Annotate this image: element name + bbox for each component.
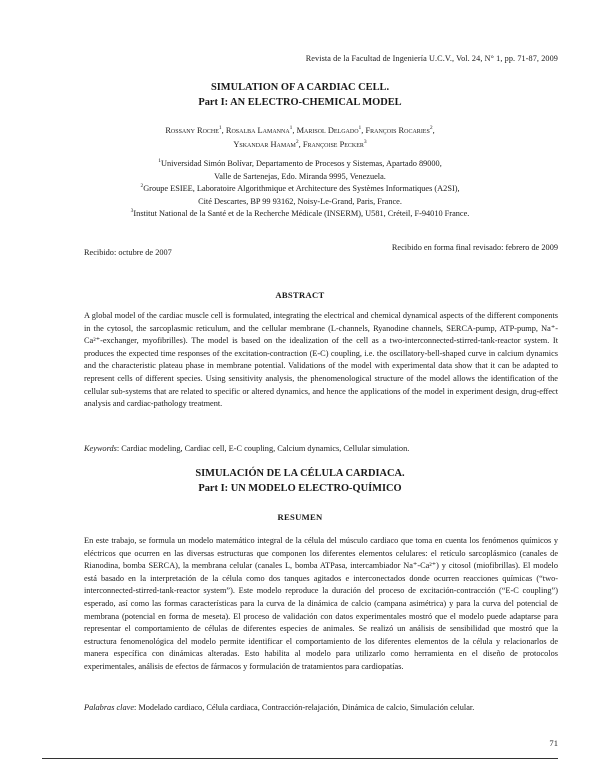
author-affiliation-mark: 1 bbox=[218, 125, 222, 132]
footer-rule bbox=[42, 758, 558, 759]
affiliation-1-cont: Valle de Sartenejas, Edo. Miranda 9995, Venezuela. bbox=[214, 171, 386, 181]
palabras-clave-text: : Modelado cardiaco, Célula cardiaca, Contracción-relajación, Dinámica de calcio, Simulación celular. bbox=[134, 703, 475, 712]
affiliation-2-cont: Cité Descartes, BP 99 93162, Noisy-Le-Grand, Paris, France. bbox=[198, 196, 402, 206]
spanish-title bbox=[0, 466, 600, 496]
affiliation-3 bbox=[0, 208, 600, 221]
affiliation-text: Universidad Simón Bolívar, Departamento de Procesos y Sistemas, Apartado 89000, bbox=[160, 159, 442, 168]
affiliation-mark: 2 bbox=[140, 183, 144, 190]
author-affiliation-mark: 2 bbox=[429, 125, 433, 132]
keywords bbox=[84, 443, 558, 455]
running-head: Revista de la Facultad de Ingeniería U.C.V., Vol. 24, N° 1, pp. 71-87, 2009 bbox=[305, 54, 558, 63]
author-affiliation-mark: 1 bbox=[358, 125, 362, 132]
author-name: Rossany Roche bbox=[165, 126, 219, 135]
keywords-text: : Cardiac modeling, Cardiac cell, E-C coupling, Calcium dynamics, Cellular simulation. bbox=[116, 444, 410, 453]
affiliation-2 bbox=[0, 183, 600, 196]
resumen-text: En este trabajo, se formula un modelo matemático integral de la célula del músculo cardiaco que toma en cuenta los fenómenos químicos y eléctricos que ocurren en las diversas estructuras que componen los diferentes elementos celulares: el retículo sarcoplásmico (canales de Rianodina, bomba SERCA), la membrana celular (canales L, bomba ATPasa, intercambiador Na⁺-Ca²⁺) y citosol (miofibrillas). El modelo está basado en la interpretación de la célula como dos tanques agitados e interconectados donde ocurren reacciones químicas (“two-interconnected-stirred-tank-reactor system”). Este modelo reproduce la duración del proceso de excitación-contracción (“E-C coupling”) esperado, así como las formas características para la curva de la dinámica de calcio (campana asimétrica) y para la curva del potencial de membrana (potencial en forma de meseta). El proceso de validación con datos experimentales mostró que el modelo puede adaptarse para representar el comportamiento de células de diferentes especies de animales. Se realizó un análisis de sensibilidad que mostró que la estructura fenomenológica del modelo permite identificar el comportamiento de los diferentes elementos de la célula y relacionarlos de manera específica con dinámicas alteradas. Esto habilita al modelo para utilizarlo como herramienta en el diseño de protocolos experimentales, análisis de efectos de fármacos y formulación de tratamientos para cardiopatías. bbox=[84, 536, 558, 671]
resumen-heading: RESUMEN bbox=[277, 512, 323, 522]
author-line1: Rossany Roche$^1$, Rosalba Lamanna$^1$, Marisol Delgado$^1$, François Rocaries$^2$, bbox=[165, 125, 435, 135]
page-number: 71 bbox=[549, 738, 558, 748]
palabras-clave-label: Palabras clave bbox=[84, 703, 135, 712]
spanish-title-line2: Part I: UN MODELO ELECTRO-QUÍMICO bbox=[198, 483, 402, 494]
revised-date: Recibido en forma final revisado: febrero de 2009 bbox=[391, 243, 558, 252]
author-affiliation-mark: 2 bbox=[295, 139, 299, 146]
affiliations bbox=[0, 158, 600, 221]
author-affiliation-mark: 3 bbox=[363, 139, 367, 146]
author-name: Marisol Delgado bbox=[296, 126, 359, 135]
author-affiliation-mark: 1 bbox=[289, 125, 293, 132]
affiliation-1 bbox=[0, 158, 600, 171]
author-line2: Yskandar Hamam$^2$, Françoise Pecker$^3$ bbox=[233, 139, 367, 149]
affiliation-text: Institut National de la Santé et de la Recherche Médicale (INSERM), U581, Créteil, F-94010 France. bbox=[133, 209, 470, 218]
keywords-label: Keywords bbox=[84, 444, 117, 453]
abstract-text: A global model of the cardiac muscle cell is formulated, integrating the electrical and chemical dynamical aspects of the different components in the cytosol, the sarcoplasmic reticulum, and the cellular membrane (L-channels, Ryanodine channels, SERCA-pump, ATP-pump, Na⁺-Ca²⁺-exchanger, myofibrilles). The model is based on the idealization of the cell as a two-interconnected-stirred-tank-reactor system. It produces the expected time responses of the excitation-contraction (E-C) coupling, i.e. the oscillatory-bell-shaped curve in calcium dynamics and the characteristic plateau phase in membrane potential. Validations of the model with experimental data show that it can be adapted to represent cells of different species. Using sensitivity analysis, the phenomenological structure of the model allows the identification of the cellular sub-systems that are related to specific or altered dynamics, and hence the applications of the model in experiment design, drug-effect analysis and cardiac-pathology treatment. bbox=[84, 311, 558, 409]
author-name: Françoise Pecker bbox=[302, 140, 364, 149]
spanish-title-line1: SIMULACIÓN DE LA CÉLULA CARDIACA. bbox=[195, 468, 405, 479]
author-name: Rosalba Lamanna bbox=[225, 126, 290, 135]
author-name: François Rocaries bbox=[365, 126, 430, 135]
author-name: Yskandar Hamam bbox=[233, 140, 296, 149]
english-title-line1: SIMULATION OF A CARDIAC CELL. bbox=[210, 82, 390, 93]
received-date: Recibido: octubre de 2007 bbox=[84, 248, 172, 257]
english-title-line2: Part I: AN ELECTRO-CHEMICAL MODEL bbox=[198, 97, 402, 108]
abstract-heading: ABSTRACT bbox=[275, 290, 325, 300]
affiliation-text: Groupe ESIEE, Laboratoire Algorithmique et Architecture des Systèmes Informatiques (A2SI), bbox=[143, 184, 460, 193]
palabras-clave bbox=[84, 702, 558, 714]
affiliation-mark: 3 bbox=[130, 208, 134, 215]
author-list bbox=[0, 124, 600, 152]
affiliation-mark: 1 bbox=[158, 158, 161, 165]
english-title bbox=[0, 80, 600, 110]
